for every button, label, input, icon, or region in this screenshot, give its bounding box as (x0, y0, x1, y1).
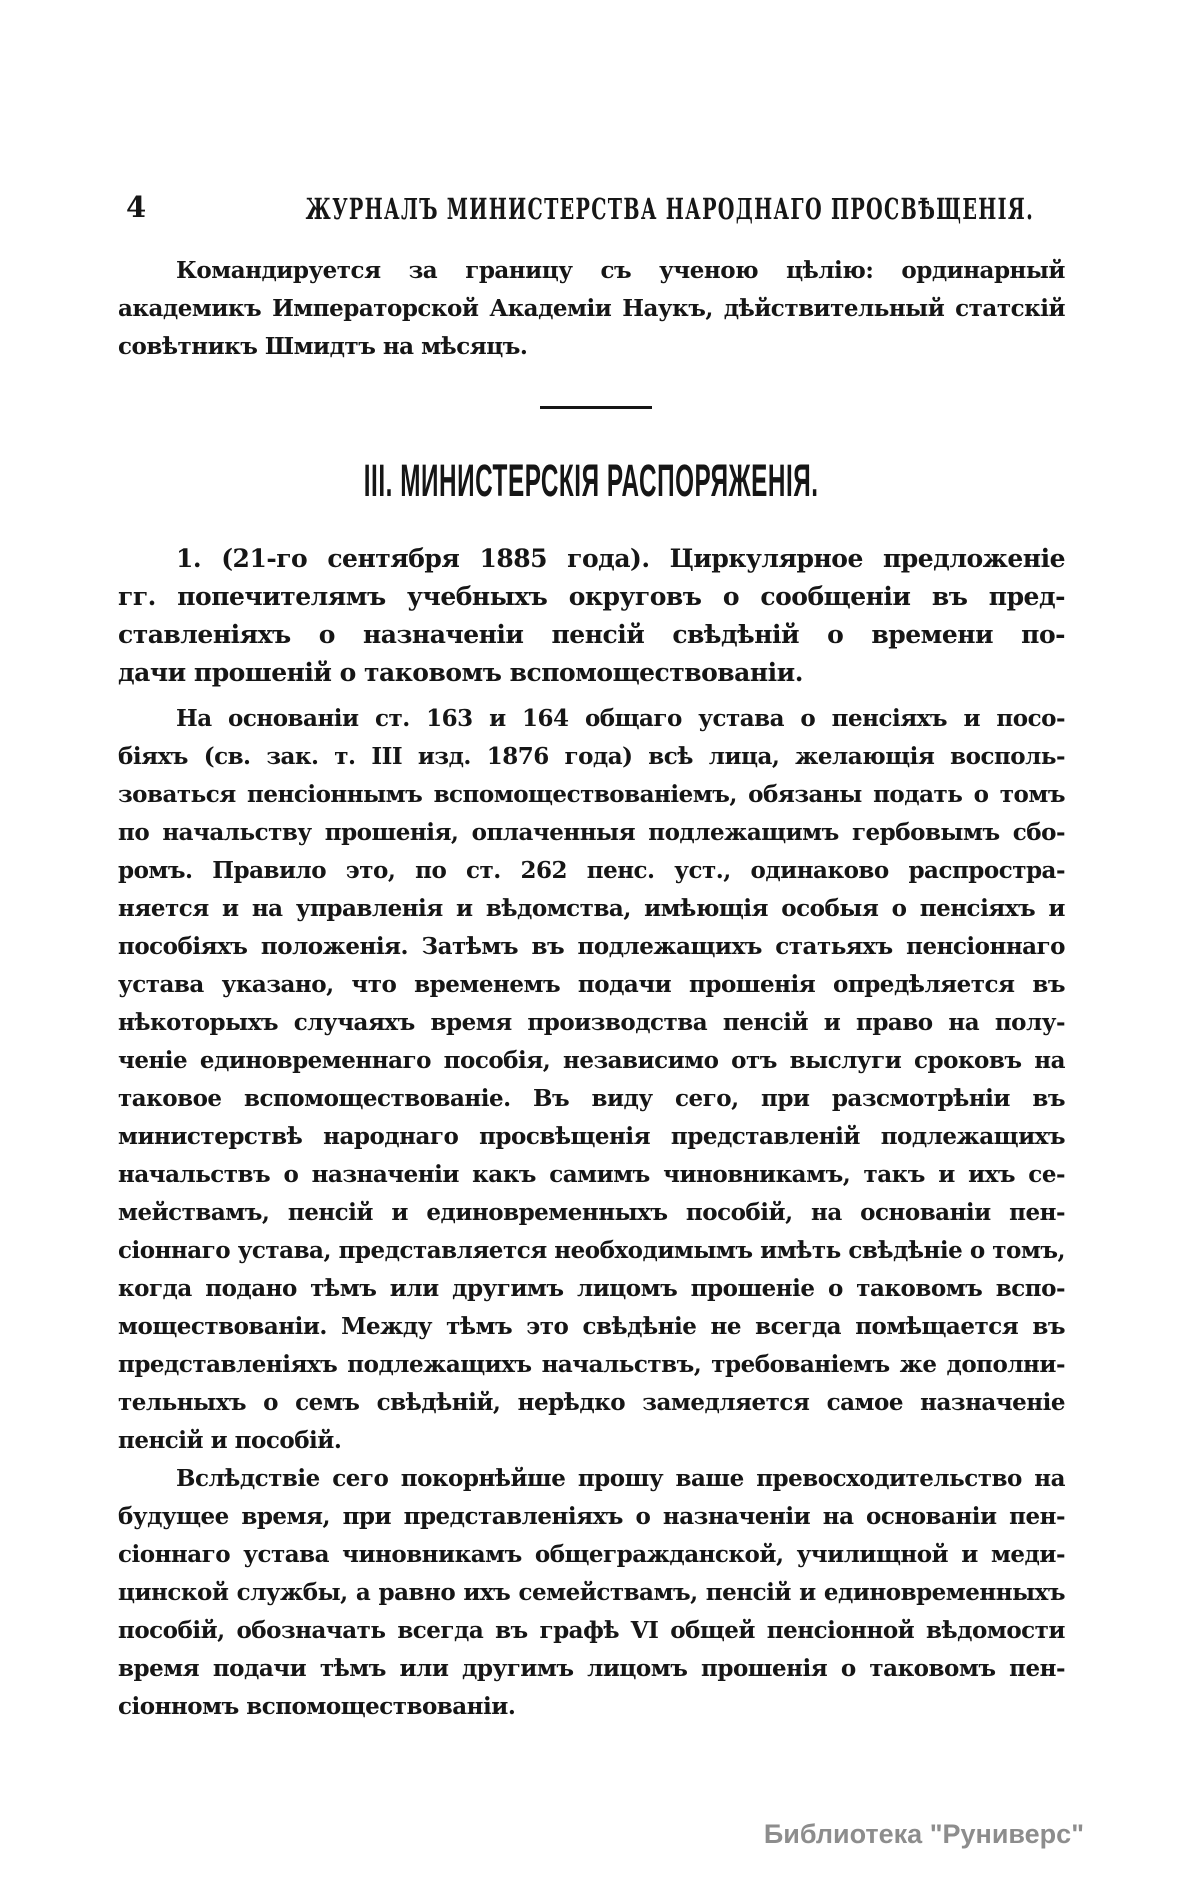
text-line: когда подано тѣмъ или другимъ лицомъ прошеніе о таковомъ вспо- (118, 1275, 1065, 1302)
text-line: Вслѣдствіе сего покорнѣйше прошу ваше превосходительство на (176, 1465, 1065, 1492)
text-line: біяхъ (св. зак. т. III изд. 1876 года) всѣ лица, желающія восполь- (118, 743, 1065, 770)
text-line: 1. (21-го сентября 1885 года). Циркулярное предложеніе (176, 544, 1065, 573)
text-line: няется и на управленія и вѣдомства, имѣющія особыя о пенсіяхъ и (118, 895, 1065, 922)
intro-paragraph (118, 252, 1065, 366)
text-line: устава указано, что временемъ подачи прошенія опредѣляется въ (118, 971, 1065, 998)
text-line: ставленіяхъ о назначеніи пенсій свѣдѣній о времени по- (118, 620, 1065, 649)
text-line: ченіе единовременнаго пособія, независимо отъ выслуги сроковъ на (118, 1047, 1065, 1074)
text-line: начальствъ о назначеніи какъ самимъ чиновникамъ, такъ и ихъ се- (118, 1161, 1065, 1188)
text-line: министерствѣ народнаго просвѣщенія представленій подлежащихъ (118, 1123, 1065, 1150)
text-line: пособій, обозначать всегда въ графѣ VI общей пенсіонной вѣдомости (118, 1617, 1065, 1644)
running-header (118, 190, 1065, 226)
text-line: время подачи тѣмъ или другимъ лицомъ прошенія о таковомъ пен- (118, 1655, 1065, 1682)
circular-title-paragraph (118, 540, 1065, 692)
text-line: сіоннаго устава, представляется необходимымъ имѣть свѣдѣніе о томъ, (118, 1237, 1065, 1264)
text-line: таковое вспомоществованіе. Въ виду сего, при разсмотрѣніи въ (118, 1085, 1065, 1112)
text-line: по начальству прошенія, оплаченныя подлежащимъ гербовымъ сбо- (118, 819, 1065, 846)
text-line: цинской службы, а равно ихъ семействамъ, пенсій и единовременныхъ (118, 1579, 1065, 1606)
text-line: пособіяхъ положенія. Затѣмъ въ подлежащихъ статьяхъ пенсіоннаго (118, 933, 1065, 960)
text-line: мействамъ, пенсій и единовременныхъ пособій, на основаніи пен- (118, 1199, 1065, 1226)
library-watermark: Библиотека "Руниверс" (763, 1819, 1084, 1849)
running-title-wrap (118, 192, 1065, 226)
running-title: ЖУРНАЛЪ МИНИСТЕРСТВА НАРОДНАГО ПРОСВѢЩЕНІЯ. (305, 192, 1035, 226)
text-line: будущее время, при представленіяхъ о назначеніи на основаніи пен- (118, 1503, 1065, 1530)
page-number: 4 (126, 190, 147, 224)
text-line: нѣкоторыхъ случаяхъ время производства пенсій и право на полу- (118, 1009, 1065, 1036)
section-divider (540, 406, 652, 409)
text-line: совѣтникъ Шмидтъ на мѣсяцъ. (118, 333, 528, 360)
text-line: академикъ Императорской Академіи Наукъ, дѣйствительный статскій (118, 295, 1065, 322)
text-line: представленіяхъ подлежащихъ начальствъ, требованіемъ же дополни- (118, 1351, 1065, 1378)
section-heading: III. МИНИСТЕРСКІЯ РАСПОРЯЖЕНІЯ. (364, 455, 819, 506)
text-line: На основаніи ст. 163 и 164 общаго устава о пенсіяхъ и посо- (176, 705, 1065, 732)
text-line: пенсій и пособій. (118, 1427, 342, 1454)
text-line: моществованіи. Между тѣмъ это свѣдѣніе не всегда помѣщается въ (118, 1313, 1065, 1340)
body-paragraph-1 (118, 700, 1065, 1460)
section-heading-row (118, 455, 1065, 507)
text-line: сіонномъ вспомоществованіи. (118, 1693, 516, 1720)
body-paragraph-2 (118, 1460, 1065, 1726)
text-line: сіоннаго устава чиновникамъ общегражданской, училищной и меди- (118, 1541, 1065, 1568)
text-line: Командируется за границу съ ученою цѣлію: ординарный (176, 257, 1065, 284)
text-line: гг. попечителямъ учебныхъ округовъ о сообщеніи въ пред- (118, 582, 1065, 611)
text-line: зоваться пенсіоннымъ вспомоществованіемъ, обязаны подать о томъ (118, 781, 1065, 808)
text-line: дачи прошеній о таковомъ вспомоществованіи. (118, 658, 803, 687)
text-line: тельныхъ о семъ свѣдѣній, нерѣдко замедляется самое назначеніе (118, 1389, 1065, 1416)
text-line: ромъ. Правило это, по ст. 262 пенс. уст., одинаково распростра- (118, 857, 1065, 884)
